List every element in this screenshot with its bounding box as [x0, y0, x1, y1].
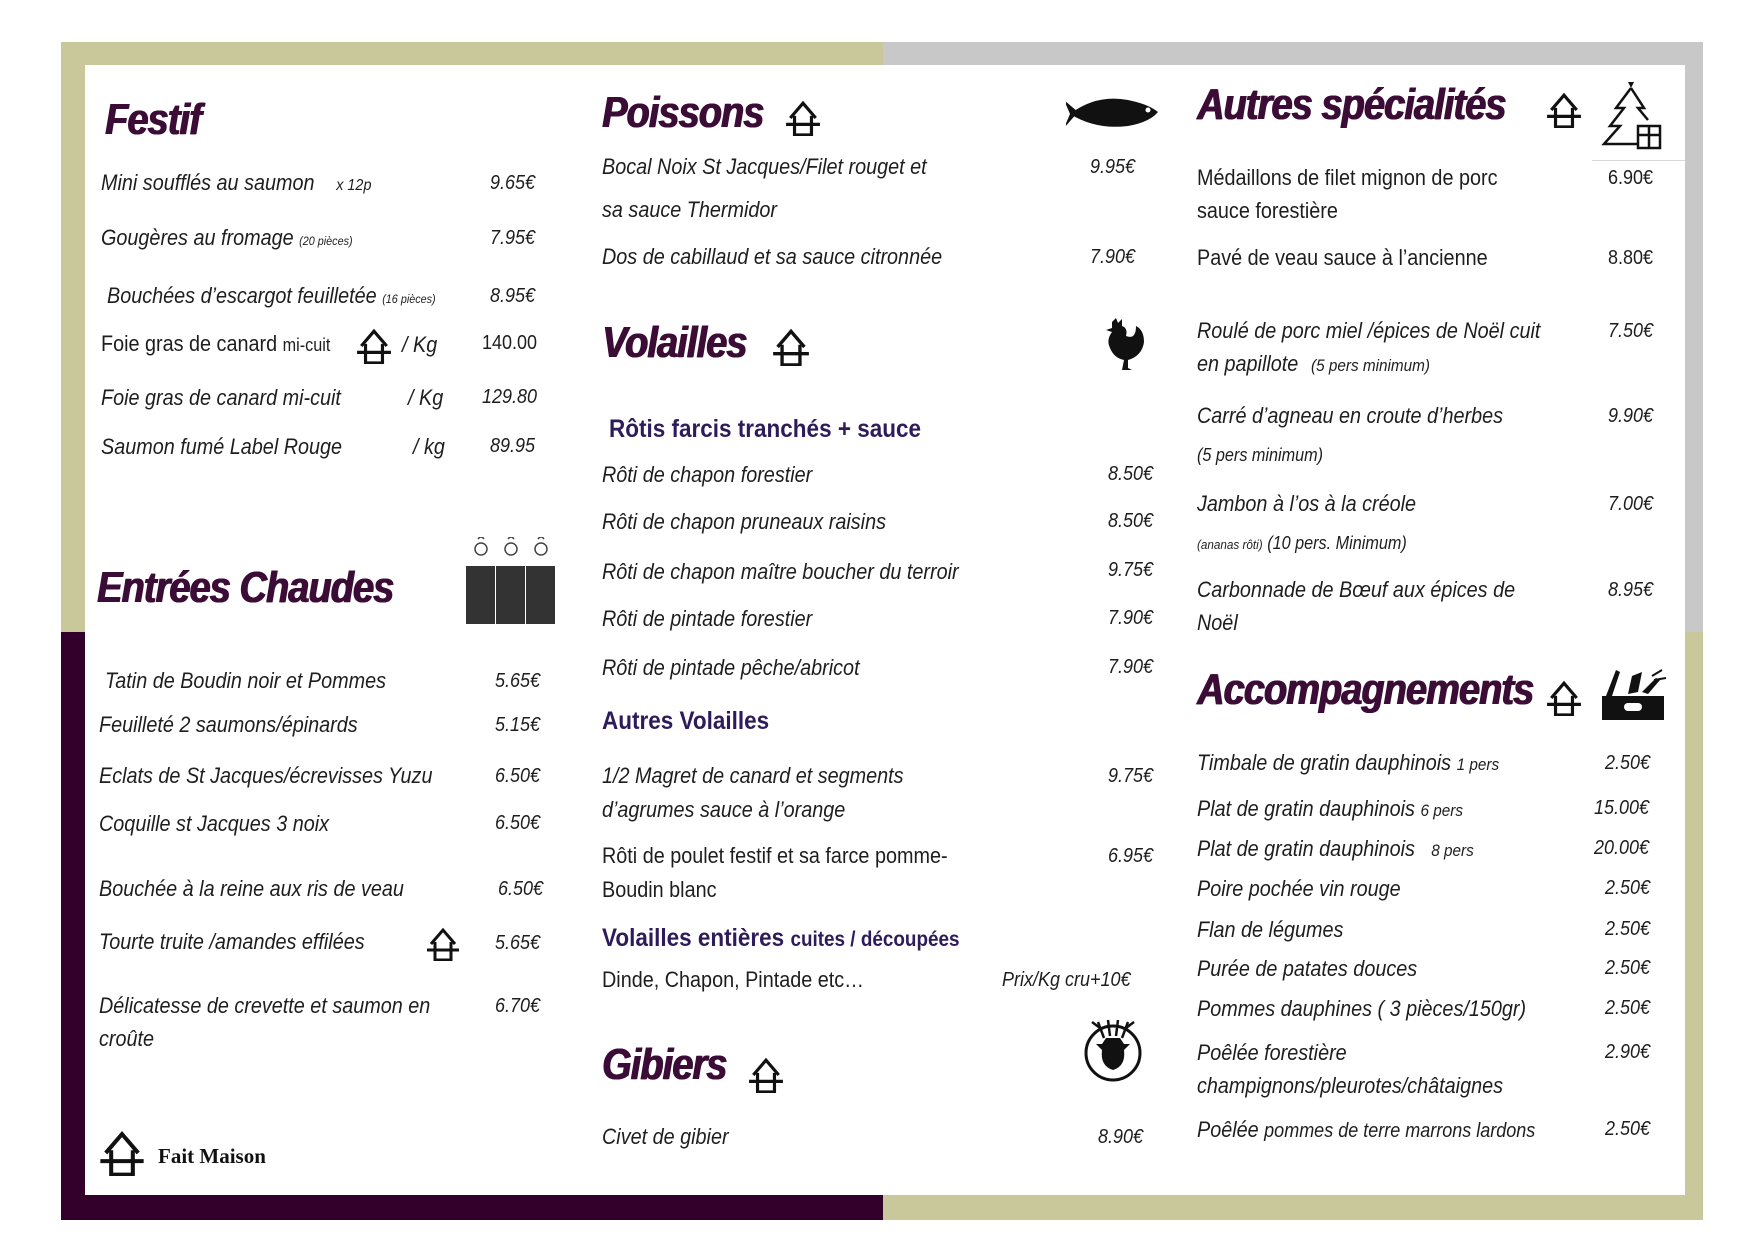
item-price: Prix/Kg cru+10€ [1002, 969, 1131, 991]
item-price: 8.50€ [1108, 463, 1154, 485]
item-line: en papillote [1197, 351, 1299, 376]
item-price: 20.00€ [1594, 837, 1650, 859]
item-name: Plat de gratin dauphinois [1197, 836, 1415, 861]
item-price: 6.50€ [495, 765, 541, 787]
item-price: 2.50€ [1605, 918, 1651, 940]
list-item-continued [1197, 351, 1430, 377]
fish-icon [1066, 88, 1166, 138]
item-price: 7.90€ [1108, 607, 1154, 629]
list-item: Coquille st Jacques 3 noix [99, 811, 330, 836]
steaming-dishes-icon [466, 537, 556, 631]
fait-maison-icon [352, 328, 396, 364]
item-price: 6.90€ [1608, 167, 1654, 189]
fait-maison-icon [768, 328, 814, 366]
list-item: Tatin de Boudin noir et Pommes [105, 668, 387, 693]
frame-bottom-left-plum [61, 1195, 883, 1220]
rooster-icon [1092, 316, 1148, 372]
list-item: Rôti de chapon pruneaux raisins [602, 509, 886, 534]
list-item: Rôti de chapon forestier [602, 462, 813, 487]
list-item: Bocal Noix St Jacques/Filet rouget et [602, 154, 927, 179]
fait-maison-icon [745, 1057, 787, 1093]
item-unit: / Kg [402, 332, 438, 357]
list-item [101, 434, 342, 460]
frame-left-lower-plum [61, 632, 85, 1220]
list-item: Civet de gibier [602, 1124, 729, 1149]
section-title-volailles: Volailles [602, 318, 747, 367]
item-price: 8.95€ [490, 285, 536, 307]
section-title-poissons: Poissons [602, 88, 764, 137]
list-item: Jambon à l’os à la créole [1197, 491, 1417, 516]
frame-left-upper-olive [61, 42, 85, 632]
subsection-title-main: Volailles entières [602, 924, 785, 952]
list-item-continued: Boudin blanc [602, 877, 717, 902]
item-price: 140.00 [482, 332, 538, 354]
list-item: 1/2 Magret de canard et segments [602, 763, 904, 788]
item-price: 5.15€ [495, 714, 541, 736]
fait-maison-icon [1543, 680, 1585, 716]
item-price: 9.65€ [490, 172, 536, 194]
item-price: 5.65€ [495, 932, 541, 954]
item-name: Saumon fumé Label Rouge [101, 434, 343, 459]
item-name: Mini soufflés au saumon [101, 170, 315, 195]
section-title-accompagnements: Accompagnements [1197, 665, 1534, 714]
list-item-continued: sauce forestière [1197, 198, 1338, 223]
item-price: 129.80 [482, 386, 538, 408]
list-item: Pavé de veau sauce à l’ancienne [1197, 245, 1488, 270]
item-note: 6 pers [1420, 801, 1463, 820]
item-price: 7.95€ [490, 227, 536, 249]
vegetable-crate-icon [1598, 666, 1668, 724]
item-name: Foie gras de canard [101, 331, 278, 356]
fait-maison-icon [782, 100, 824, 136]
list-item: Dinde, Chapon, Pintade etc… [602, 967, 864, 992]
item-note: 1 pers [1456, 755, 1500, 774]
subsection-title-autres-volailles: Autres Volailles [602, 707, 770, 735]
list-item [101, 331, 330, 357]
list-item: Médaillons de filet mignon de porc [1197, 165, 1498, 190]
item-name: Foie gras de canard mi-cuit [101, 385, 341, 410]
subsection-title-suffix: cuites / découpées [790, 928, 960, 951]
list-item: Carré d’agneau en croute d’herbes [1197, 403, 1504, 428]
section-title-gibiers: Gibiers [602, 1040, 727, 1089]
item-note: x 12p [336, 177, 372, 194]
list-item-continued: champignons/pleurotes/châtaignes [1197, 1073, 1504, 1098]
list-item [101, 385, 341, 411]
frame-top-left-olive [61, 42, 883, 65]
item-price: 2.50€ [1605, 752, 1651, 774]
item-note: pommes de terre marrons lardons [1264, 1120, 1536, 1142]
item-price: 7.00€ [1608, 493, 1654, 515]
item-price: 15.00€ [1594, 797, 1650, 819]
item-name: Gougères au fromage [101, 225, 294, 250]
item-note: (ananas rôti) [1197, 537, 1263, 552]
item-name: Poêlée [1197, 1117, 1259, 1142]
item-price: 9.90€ [1608, 405, 1654, 427]
item-price: 8.80€ [1608, 247, 1654, 269]
christmas-tree-icon [1598, 80, 1664, 156]
list-item: Dos de cabillaud et sa sauce citronnée [602, 244, 943, 269]
item-price: 9.75€ [1108, 765, 1154, 787]
item-price: 6.50€ [495, 812, 541, 834]
frame-bottom-right-olive [883, 1195, 1703, 1220]
item-price: 2.50€ [1605, 997, 1651, 1019]
frame-top-right-grey [883, 42, 1703, 65]
item-note: (16 pièces) [382, 292, 436, 306]
list-item: Bouchée à la reine aux ris de veau [99, 876, 404, 901]
list-item [1197, 1117, 1535, 1143]
list-item: Carbonnade de Bœuf aux épices de [1197, 577, 1516, 602]
frame-right-upper-grey [1685, 42, 1703, 632]
item-note: mi-cuit [282, 335, 331, 355]
item-name: Plat de gratin dauphinois [1197, 796, 1415, 821]
list-item [107, 283, 436, 309]
list-item-continued: (5 pers minimum) [1197, 445, 1324, 465]
list-item [101, 170, 371, 196]
section-title-entrees-chaudes: Entrées Chaudes [97, 563, 394, 612]
deer-icon [1082, 1012, 1144, 1082]
item-line: (10 pers. Minimum) [1267, 533, 1407, 553]
item-price: 6.95€ [1108, 845, 1154, 867]
list-item: Roulé de porc miel /épices de Noël cuit [1197, 318, 1541, 343]
list-item: Flan de légumes [1197, 917, 1344, 942]
fait-maison-icon [1542, 92, 1586, 128]
list-item: Rôti de pintade forestier [602, 606, 813, 631]
list-item: Pommes dauphines ( 3 pièces/150gr) [1197, 996, 1527, 1021]
list-item: Feuilleté 2 saumons/épinards [99, 712, 358, 737]
list-item [1197, 836, 1474, 862]
item-price: 6.50€ [498, 878, 544, 900]
list-item [101, 225, 353, 251]
subsection-title-rotis: Rôtis farcis tranchés + sauce [609, 415, 922, 443]
list-item-continued: d’agrumes sauce à l’orange [602, 797, 846, 822]
list-item: Purée de patates douces [1197, 956, 1418, 981]
item-unit: / Kg [408, 385, 444, 410]
item-price: 9.75€ [1108, 559, 1154, 581]
item-price: 6.70€ [495, 995, 541, 1017]
item-price: 2.50€ [1605, 877, 1651, 899]
item-price: 5.65€ [495, 670, 541, 692]
item-price: 8.90€ [1098, 1126, 1144, 1148]
item-note: (5 pers minimum) [1311, 356, 1431, 375]
list-item-continued: Noël [1197, 610, 1238, 635]
item-note: 8 pers [1431, 841, 1474, 860]
item-note: (20 pièces) [299, 234, 353, 248]
list-item: Rôti de pintade pêche/abricot [602, 655, 860, 680]
list-item-continued [1197, 533, 1407, 554]
fait-maison-icon [94, 1130, 150, 1176]
item-price: 7.90€ [1090, 246, 1136, 268]
list-item [1197, 796, 1463, 822]
divider [1592, 160, 1685, 161]
list-item-continued: sa sauce Thermidor [602, 197, 777, 222]
list-item: Rôti de poulet festif et sa farce pomme- [602, 843, 948, 868]
item-price: 8.50€ [1108, 510, 1154, 532]
section-title-autres-specialites: Autres spécialités [1197, 80, 1506, 129]
list-item: Tourte truite /amandes effilées [99, 929, 365, 954]
item-price: 89.95 [490, 435, 536, 457]
item-price: 2.90€ [1605, 1041, 1651, 1063]
list-item: Eclats de St Jacques/écrevisses Yuzu [99, 763, 433, 788]
frame-right-lower-olive [1685, 632, 1703, 1220]
item-name: Bouchées d’escargot feuilletée [107, 283, 377, 308]
list-item [1197, 750, 1499, 776]
item-price: 2.50€ [1605, 957, 1651, 979]
list-item: Poêlée forestière [1197, 1040, 1347, 1065]
item-price: 7.90€ [1108, 656, 1154, 678]
item-price: 8.95€ [1608, 579, 1654, 601]
list-item: Rôti de chapon maître boucher du terroir [602, 559, 959, 584]
item-price: 2.50€ [1605, 1118, 1651, 1140]
list-item: Poire pochée vin rouge [1197, 876, 1401, 901]
list-item-continued: croûte [99, 1026, 155, 1051]
section-title-festif: Festif [105, 95, 201, 144]
list-item: Délicatesse de crevette et saumon en [99, 993, 431, 1018]
item-price: 9.95€ [1090, 156, 1136, 178]
subsection-title-volailles-entieres [602, 924, 960, 953]
item-price: 7.50€ [1608, 320, 1654, 342]
item-name: Timbale de gratin dauphinois [1197, 750, 1452, 775]
item-unit: / kg [413, 434, 445, 459]
legend-label: Fait Maison [158, 1144, 266, 1168]
fait-maison-icon [423, 927, 463, 961]
